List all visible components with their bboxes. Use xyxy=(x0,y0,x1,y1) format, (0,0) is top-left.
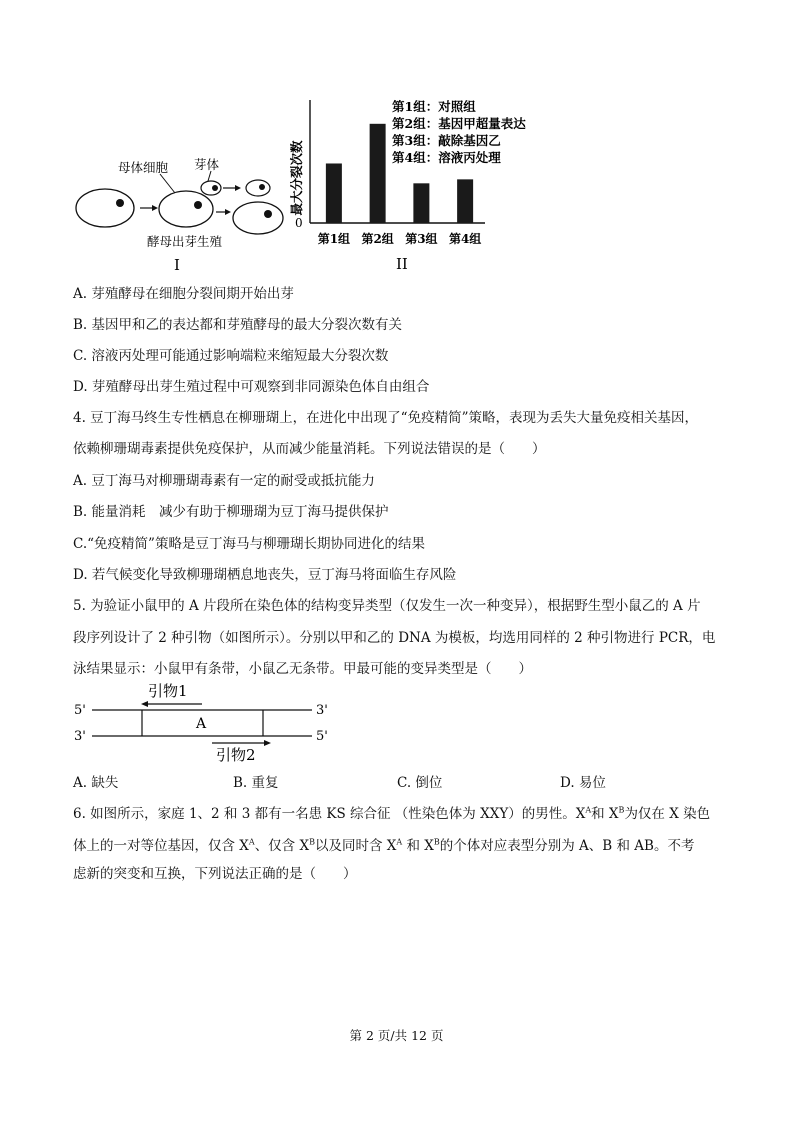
q6-stem-line2: 体上的一对等位基因，仅含 $X^A$、仅含 $X^B$以及同时含 $X^A$ 和 $X^B$的个体对应表型分别为 A、B 和 AB。不考 xyxy=(73,837,695,854)
primer1-label: 引物1 xyxy=(148,682,188,700)
x-tick-label-1: 第1组 xyxy=(317,232,351,246)
q3-option-b: B. 基因甲和乙的表达都和芽殖酵母的最大分裂次数有关 xyxy=(73,317,403,333)
primer2-label: 引物2 xyxy=(216,746,256,764)
q6-stem-line1: 6. 如图所示，家庭 1、2 和 3 都有一名患 KS 综合征 （性染色体为 XXY）的男性。$X^A$和 $X^B$为仅在 X 染色 xyxy=(73,805,711,822)
bar-chart-svg xyxy=(285,95,545,275)
q5-stem-line2: 段序列设计了 2 种引物（如图所示）。分别以甲和乙的 DNA 为模板，均选用同样的 2 种引物进行 PCR，电 xyxy=(73,630,716,646)
x-tick-label-4: 第4组 xyxy=(448,232,482,246)
q3-option-a: A. 芽殖酵母在细胞分裂间期开始出芽 xyxy=(73,286,294,302)
figure-bar-chart xyxy=(285,95,545,275)
legend-entry-1: 第1组：对照组 xyxy=(392,99,476,114)
top-strand-5prime: 5' xyxy=(74,703,86,718)
q6-stem-line3: 虑新的突变和互换，下列说法正确的是（ ） xyxy=(73,866,357,882)
bar-4 xyxy=(457,179,473,223)
label-bud: 芽体 xyxy=(194,157,220,172)
segment-a-label: A xyxy=(196,716,207,732)
legend-entry-3: 第3组：敲除基因乙 xyxy=(392,133,501,148)
q5-stem-line1: 5. 为验证小鼠甲的 A 片段所在染色体的结构变异类型（仅发生一次一种变异），根据野生型小鼠乙的 A 片 xyxy=(73,598,701,614)
q5-option-b: B. 重复 xyxy=(233,775,279,791)
q4-option-c: C.“免疫精简”策略是豆丁海马与柳珊瑚长期协同进化的结果 xyxy=(73,536,425,552)
bar-1 xyxy=(326,163,342,223)
chart-legend xyxy=(392,99,526,165)
y-origin-label: 0 xyxy=(295,216,303,230)
chart-x-ticks xyxy=(318,231,482,246)
dna-primer-diagram xyxy=(70,680,350,768)
y-axis-label: 最大分裂次数 xyxy=(289,140,304,216)
legend-entry-4: 第4组：溶液丙处理 xyxy=(392,150,501,165)
q4-stem-line1: 4. 豆丁海马终生专性栖息在柳珊瑚上，在进化中出现了“免疫精简”策略，表现为丢失大量免疫相关基因， xyxy=(73,410,698,426)
mother-cell-ellipse xyxy=(76,189,134,227)
bar-2 xyxy=(370,124,386,223)
q4-option-d: D. 若气候变化导致柳珊瑚栖息地丧失，豆丁海马将面临生存风险 xyxy=(73,567,457,583)
top-strand-3prime: 3' xyxy=(316,703,328,718)
figure-numeral-ii: II xyxy=(396,255,408,273)
q5-option-d: D. 易位 xyxy=(560,775,606,791)
daughter-cell-ellipse xyxy=(246,180,270,196)
q5-options-row xyxy=(73,774,606,792)
nucleus-dot xyxy=(116,199,124,207)
q4-stem-line2: 依赖柳珊瑚毒素提供免疫保护，从而减少能量消耗。下列说法错误的是（ ） xyxy=(73,441,546,457)
x-tick-label-3: 第3组 xyxy=(405,232,438,246)
figure-yeast-budding xyxy=(72,152,292,274)
q3-option-c: C. 溶液丙处理可能通过影响端粒来缩短最大分裂次数 xyxy=(73,348,389,364)
figure-numeral-i: I xyxy=(174,256,180,274)
q3-option-d: D. 芽殖酵母出芽生殖过程中可观察到非同源染色体自由组合 xyxy=(73,379,430,395)
grown-cell-ellipse xyxy=(233,202,283,234)
bar-3 xyxy=(413,183,429,223)
caption-budding: 酵母出芽生殖 xyxy=(147,234,223,249)
legend-entry-2: 第2组：基因甲超量表达 xyxy=(392,116,526,131)
q5-stem-line3: 泳结果显示：小鼠甲有条带，小鼠乙无条带。甲最可能的变异类型是（ ） xyxy=(73,661,532,677)
x-tick-label-2: 第2组 xyxy=(361,232,394,246)
label-mother-cell: 母体细胞 xyxy=(118,160,169,175)
q5-option-c: C. 倒位 xyxy=(397,775,443,791)
q4-option-a: A. 豆丁海马对柳珊瑚毒素有一定的耐受或抵抗能力 xyxy=(73,473,375,489)
budding-diagram xyxy=(72,152,292,274)
budding-mother-ellipse xyxy=(159,191,213,227)
q4-option-b: B. 能量消耗 减少有助于柳珊瑚为豆丁海马提供保护 xyxy=(73,504,389,520)
q5-option-a: A. 缺失 xyxy=(73,775,119,791)
page-footer: 第 2 页/共 12 页 xyxy=(349,1028,444,1043)
bottom-strand-5prime: 5' xyxy=(316,729,328,744)
bottom-strand-3prime: 3' xyxy=(74,729,86,744)
